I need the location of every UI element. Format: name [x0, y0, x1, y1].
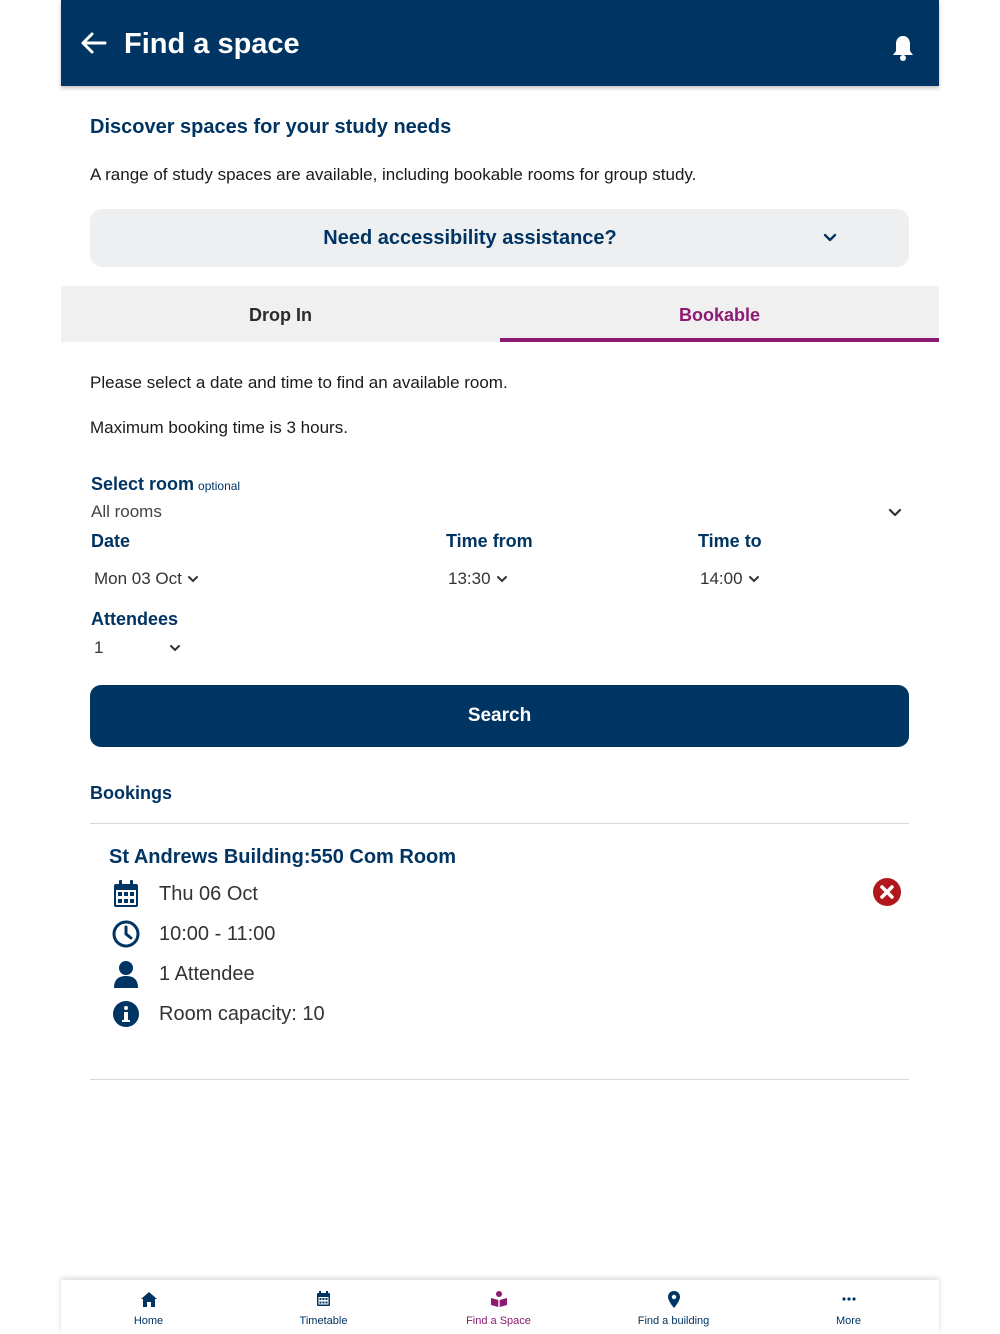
cancel-booking-button[interactable] — [872, 877, 902, 907]
time-from-label: Time from — [446, 531, 533, 551]
booking-attendees: 1 Attendee — [159, 962, 255, 985]
room-select-value: All rooms — [91, 502, 162, 521]
app-header — [61, 0, 939, 86]
time-to-label: Time to — [698, 531, 762, 551]
chevron-down-icon — [823, 231, 837, 245]
room-select[interactable] — [90, 498, 902, 526]
chevron-down-icon — [888, 507, 902, 519]
nav-more[interactable] — [761, 1280, 936, 1334]
clock-icon — [112, 920, 140, 948]
divider — [90, 823, 909, 824]
select-room-label-text: Select room — [91, 474, 195, 494]
back-button[interactable] — [79, 28, 109, 58]
time-to-value: 14:00 — [700, 569, 743, 588]
nav-home-label: Home — [133, 1315, 164, 1327]
tab-drop-in[interactable]: Drop In — [249, 305, 312, 325]
optional-tag: optional — [198, 479, 241, 493]
nav-home[interactable] — [61, 1280, 236, 1334]
search-button[interactable]: Search — [90, 685, 909, 747]
info-icon — [112, 1000, 140, 1028]
time-to-select[interactable] — [700, 564, 760, 594]
booking-time: 10:00 - 11:00 — [159, 922, 276, 945]
attendees-label: Attendees — [91, 609, 179, 629]
booking-time-row — [111, 919, 276, 949]
booking-capacity-row — [111, 999, 325, 1029]
close-circle-icon — [872, 877, 902, 907]
chevron-down-icon — [187, 574, 199, 584]
more-icon — [841, 1291, 857, 1307]
time-from-select[interactable] — [448, 564, 508, 594]
accessibility-accordion[interactable] — [90, 209, 909, 267]
bottom-nav — [61, 1280, 939, 1334]
tab-bookable[interactable]: Bookable — [500, 286, 939, 342]
home-icon — [140, 1291, 158, 1308]
tab-bar — [61, 286, 939, 342]
bookings-heading: Bookings — [90, 783, 173, 803]
notifications-button[interactable] — [891, 34, 917, 62]
nav-timetable-label: Timetable — [299, 1315, 348, 1327]
intro-heading: Discover spaces for your study needs — [90, 116, 452, 138]
nav-find-a-building-label: Find a building — [637, 1315, 710, 1327]
date-select[interactable] — [94, 564, 199, 594]
app-frame — [61, 0, 939, 1334]
booking-date: Thu 06 Oct — [159, 882, 258, 905]
booking-attendees-row — [111, 959, 255, 989]
book-reader-icon — [490, 1291, 508, 1307]
arrow-left-icon — [81, 32, 107, 54]
attendees-select[interactable] — [94, 633, 184, 663]
accessibility-label: Need accessibility assistance? — [323, 227, 617, 249]
divider — [90, 1079, 909, 1080]
calendar-icon — [316, 1291, 331, 1307]
nav-timetable[interactable] — [236, 1280, 411, 1334]
intro-text: A range of study spaces are available, including bookable rooms for group study. — [90, 165, 697, 184]
time-from-value: 13:30 — [448, 569, 491, 588]
select-room-label — [91, 474, 240, 495]
nav-more-label: More — [835, 1315, 862, 1327]
nav-find-a-space[interactable] — [411, 1280, 586, 1334]
map-pin-icon — [667, 1291, 681, 1308]
date-select-value: Mon 03 Oct — [94, 569, 182, 588]
instruction-text: Please select a date and time to find an available room. — [90, 373, 508, 392]
page-title: Find a space — [124, 28, 300, 60]
calendar-icon — [113, 880, 139, 908]
chevron-down-icon — [748, 574, 760, 584]
chevron-down-icon — [496, 574, 508, 584]
chevron-down-icon — [169, 643, 181, 653]
nav-find-a-space-label: Find a Space — [466, 1315, 531, 1327]
user-icon — [113, 960, 139, 988]
booking-date-row — [111, 879, 258, 909]
bell-icon — [891, 34, 915, 62]
nav-find-a-building[interactable] — [586, 1280, 761, 1334]
booking-title: St Andrews Building:550 Com Room — [109, 846, 457, 868]
booking-capacity: Room capacity: 10 — [159, 1002, 325, 1025]
date-label: Date — [91, 531, 131, 551]
attendees-value: 1 — [94, 638, 104, 657]
max-booking-text: Maximum booking time is 3 hours. — [90, 418, 348, 437]
